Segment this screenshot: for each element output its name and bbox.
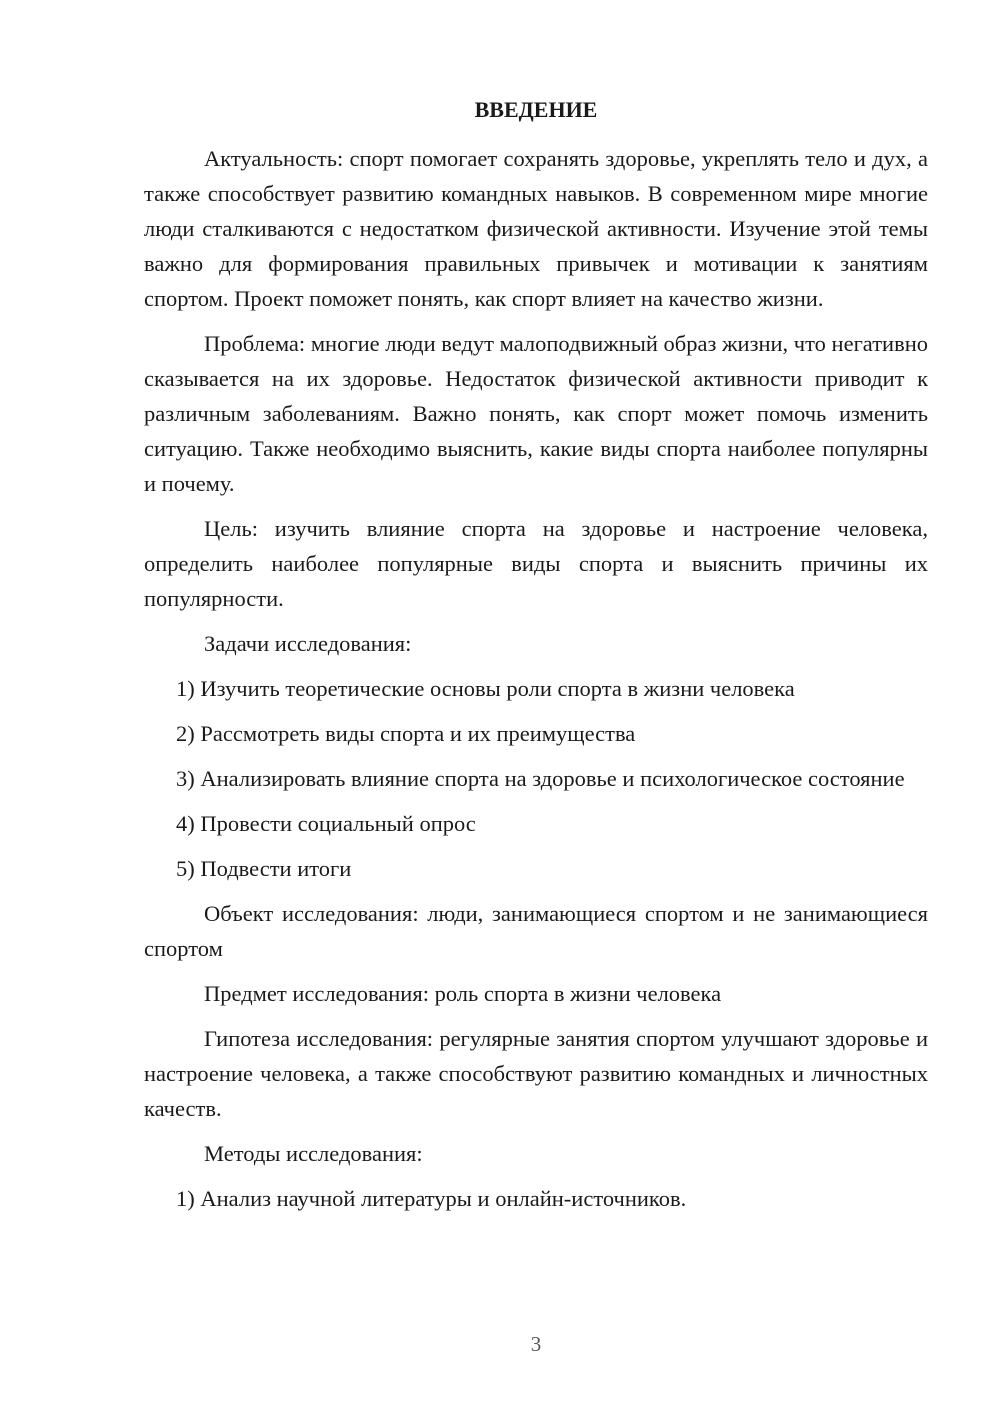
subject-paragraph: Предмет исследования: роль спорта в жизни человека — [204, 981, 722, 1006]
methods-heading: Методы исследования: — [204, 1141, 423, 1166]
method-item-1: 1) Анализ научной литературы и онлайн-источников. — [176, 1186, 687, 1211]
task-item-4: 4) Провести социальный опрос — [176, 811, 476, 836]
object-paragraph: Объект исследования: люди, занимающиеся спортом и не занимающиеся спортом — [144, 901, 928, 961]
hypothesis-paragraph: Гипотеза исследования: регулярные занятия спортом улучшают здоровье и настроение человека, а также способствуют развитию командных и личностных качеств. — [144, 1026, 928, 1121]
relevance-paragraph: Актуальность: спорт помогает сохранять здоровье, укреплять тело и дух, а также способствует развитию командных навыков. В современном мире многие люди сталкиваются с недостатком физической активности. Изучение этой темы важно для формирования правильных привычек и мотивации к занятиям спортом. Проект поможет понять, как спорт влияет на качество жизни. — [144, 146, 928, 311]
page-number: 3 — [530, 1332, 542, 1356]
goal-paragraph: Цель: изучить влияние спорта на здоровье и настроение человека, определить наиболее популярные виды спорта и выяснить причины их популярности. — [144, 516, 928, 611]
problem-paragraph: Проблема: многие люди ведут малоподвижный образ жизни, что негативно сказывается на их здоровье. Недостаток физической активности приводит к различным заболеваниям. Важно понять, как спорт может помочь изменить ситуацию. Также необходимо выяснить, какие виды спорта наиболее популярны и почему. — [144, 331, 928, 496]
page-content — [144, 95, 928, 1226]
task-item-1: 1) Изучить теоретические основы роли спорта в жизни человека — [176, 676, 795, 701]
task-item-3: 3) Анализировать влияние спорта на здоровье и психологическое состояние — [176, 766, 905, 791]
tasks-heading: Задачи исследования: — [204, 631, 412, 656]
section-title: ВВЕДЕНИЕ — [474, 97, 598, 122]
task-item-5: 5) Подвести итоги — [176, 856, 352, 881]
task-item-2: 2) Рассмотреть виды спорта и их преимущества — [176, 721, 636, 746]
